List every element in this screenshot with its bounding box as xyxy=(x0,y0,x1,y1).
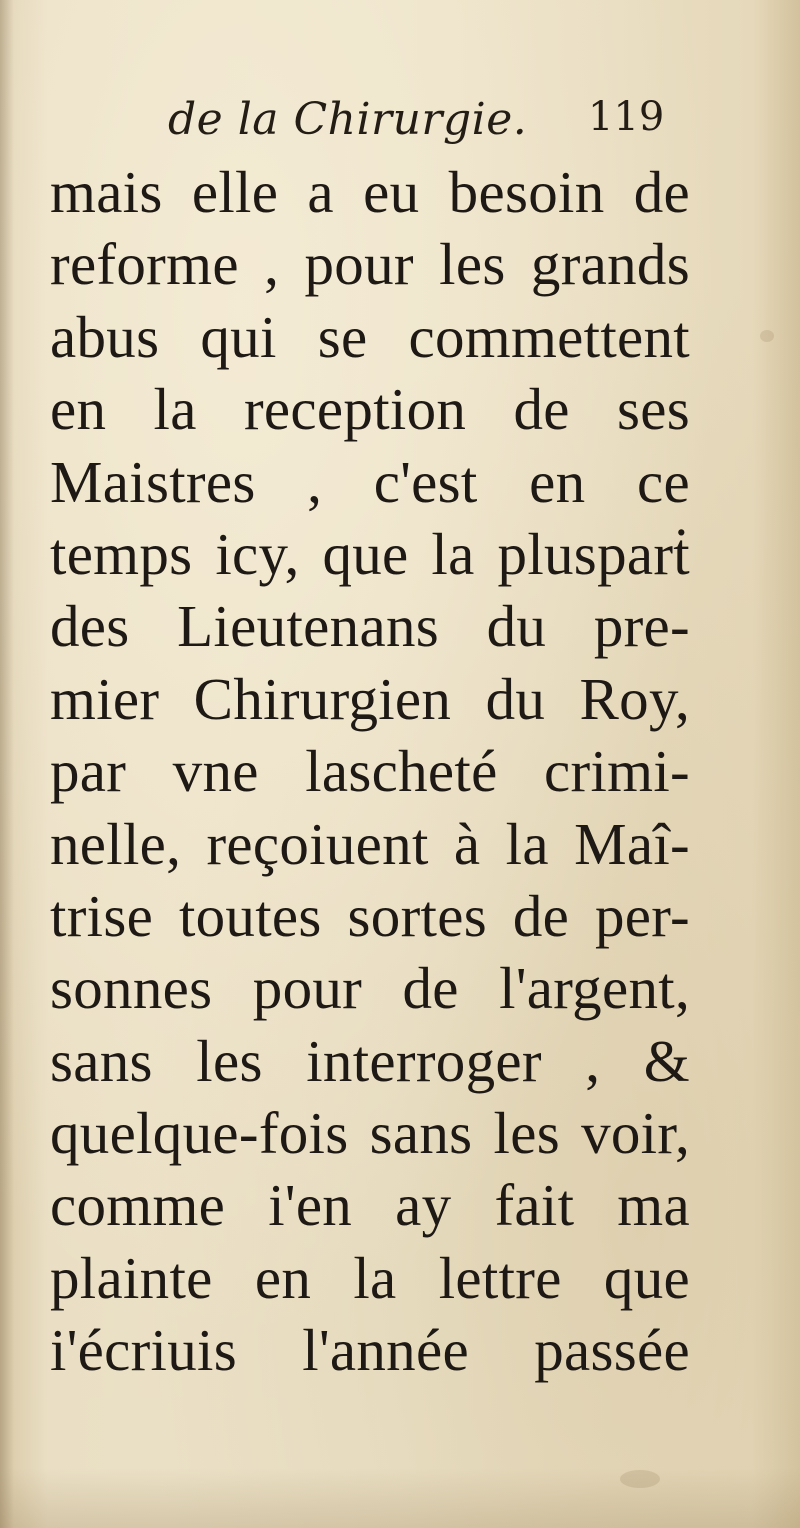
text-line: mais elle a eu besoin de xyxy=(50,159,690,225)
text-line: sans les interroger , & xyxy=(50,1027,690,1094)
text-line: plainte en la lettre que xyxy=(50,1244,690,1311)
text-line: trise toutes sortes de per- xyxy=(50,882,690,949)
page-shadow-bottom xyxy=(0,1468,800,1528)
text-line: Maistres , c'est en ce xyxy=(50,448,690,515)
paper-stain xyxy=(760,330,774,342)
text-line: mier Chirurgien du Roy, xyxy=(50,665,690,732)
text-line: reforme , pour les grands xyxy=(50,231,690,298)
body-text xyxy=(50,156,690,1387)
text-line: sonnes pour de l'argent, xyxy=(50,955,690,1022)
text-line: nelle, reçoiuent à la Maî- xyxy=(50,810,690,877)
page-shadow-left xyxy=(0,0,14,1528)
text-line: par vne lascheté crimi- xyxy=(50,738,690,805)
text-line: i'écriuis l'année passée xyxy=(50,1317,690,1384)
text-line: en la reception de ses xyxy=(50,376,690,443)
paper-stain xyxy=(620,1470,660,1488)
text-line: temps icy, que la plusparṫ xyxy=(50,520,690,587)
page-number: 119 xyxy=(588,94,665,140)
text-line: abus qui se commettent xyxy=(50,303,690,370)
running-head: de la Chirurgie. xyxy=(168,94,528,145)
text-line: quelque-fois sans les voir, xyxy=(50,1100,690,1167)
text-line: des Lieutenans du pre- xyxy=(50,593,690,660)
page-header xyxy=(0,94,800,164)
text-line: comme i'en ay fait ma xyxy=(50,1172,690,1239)
